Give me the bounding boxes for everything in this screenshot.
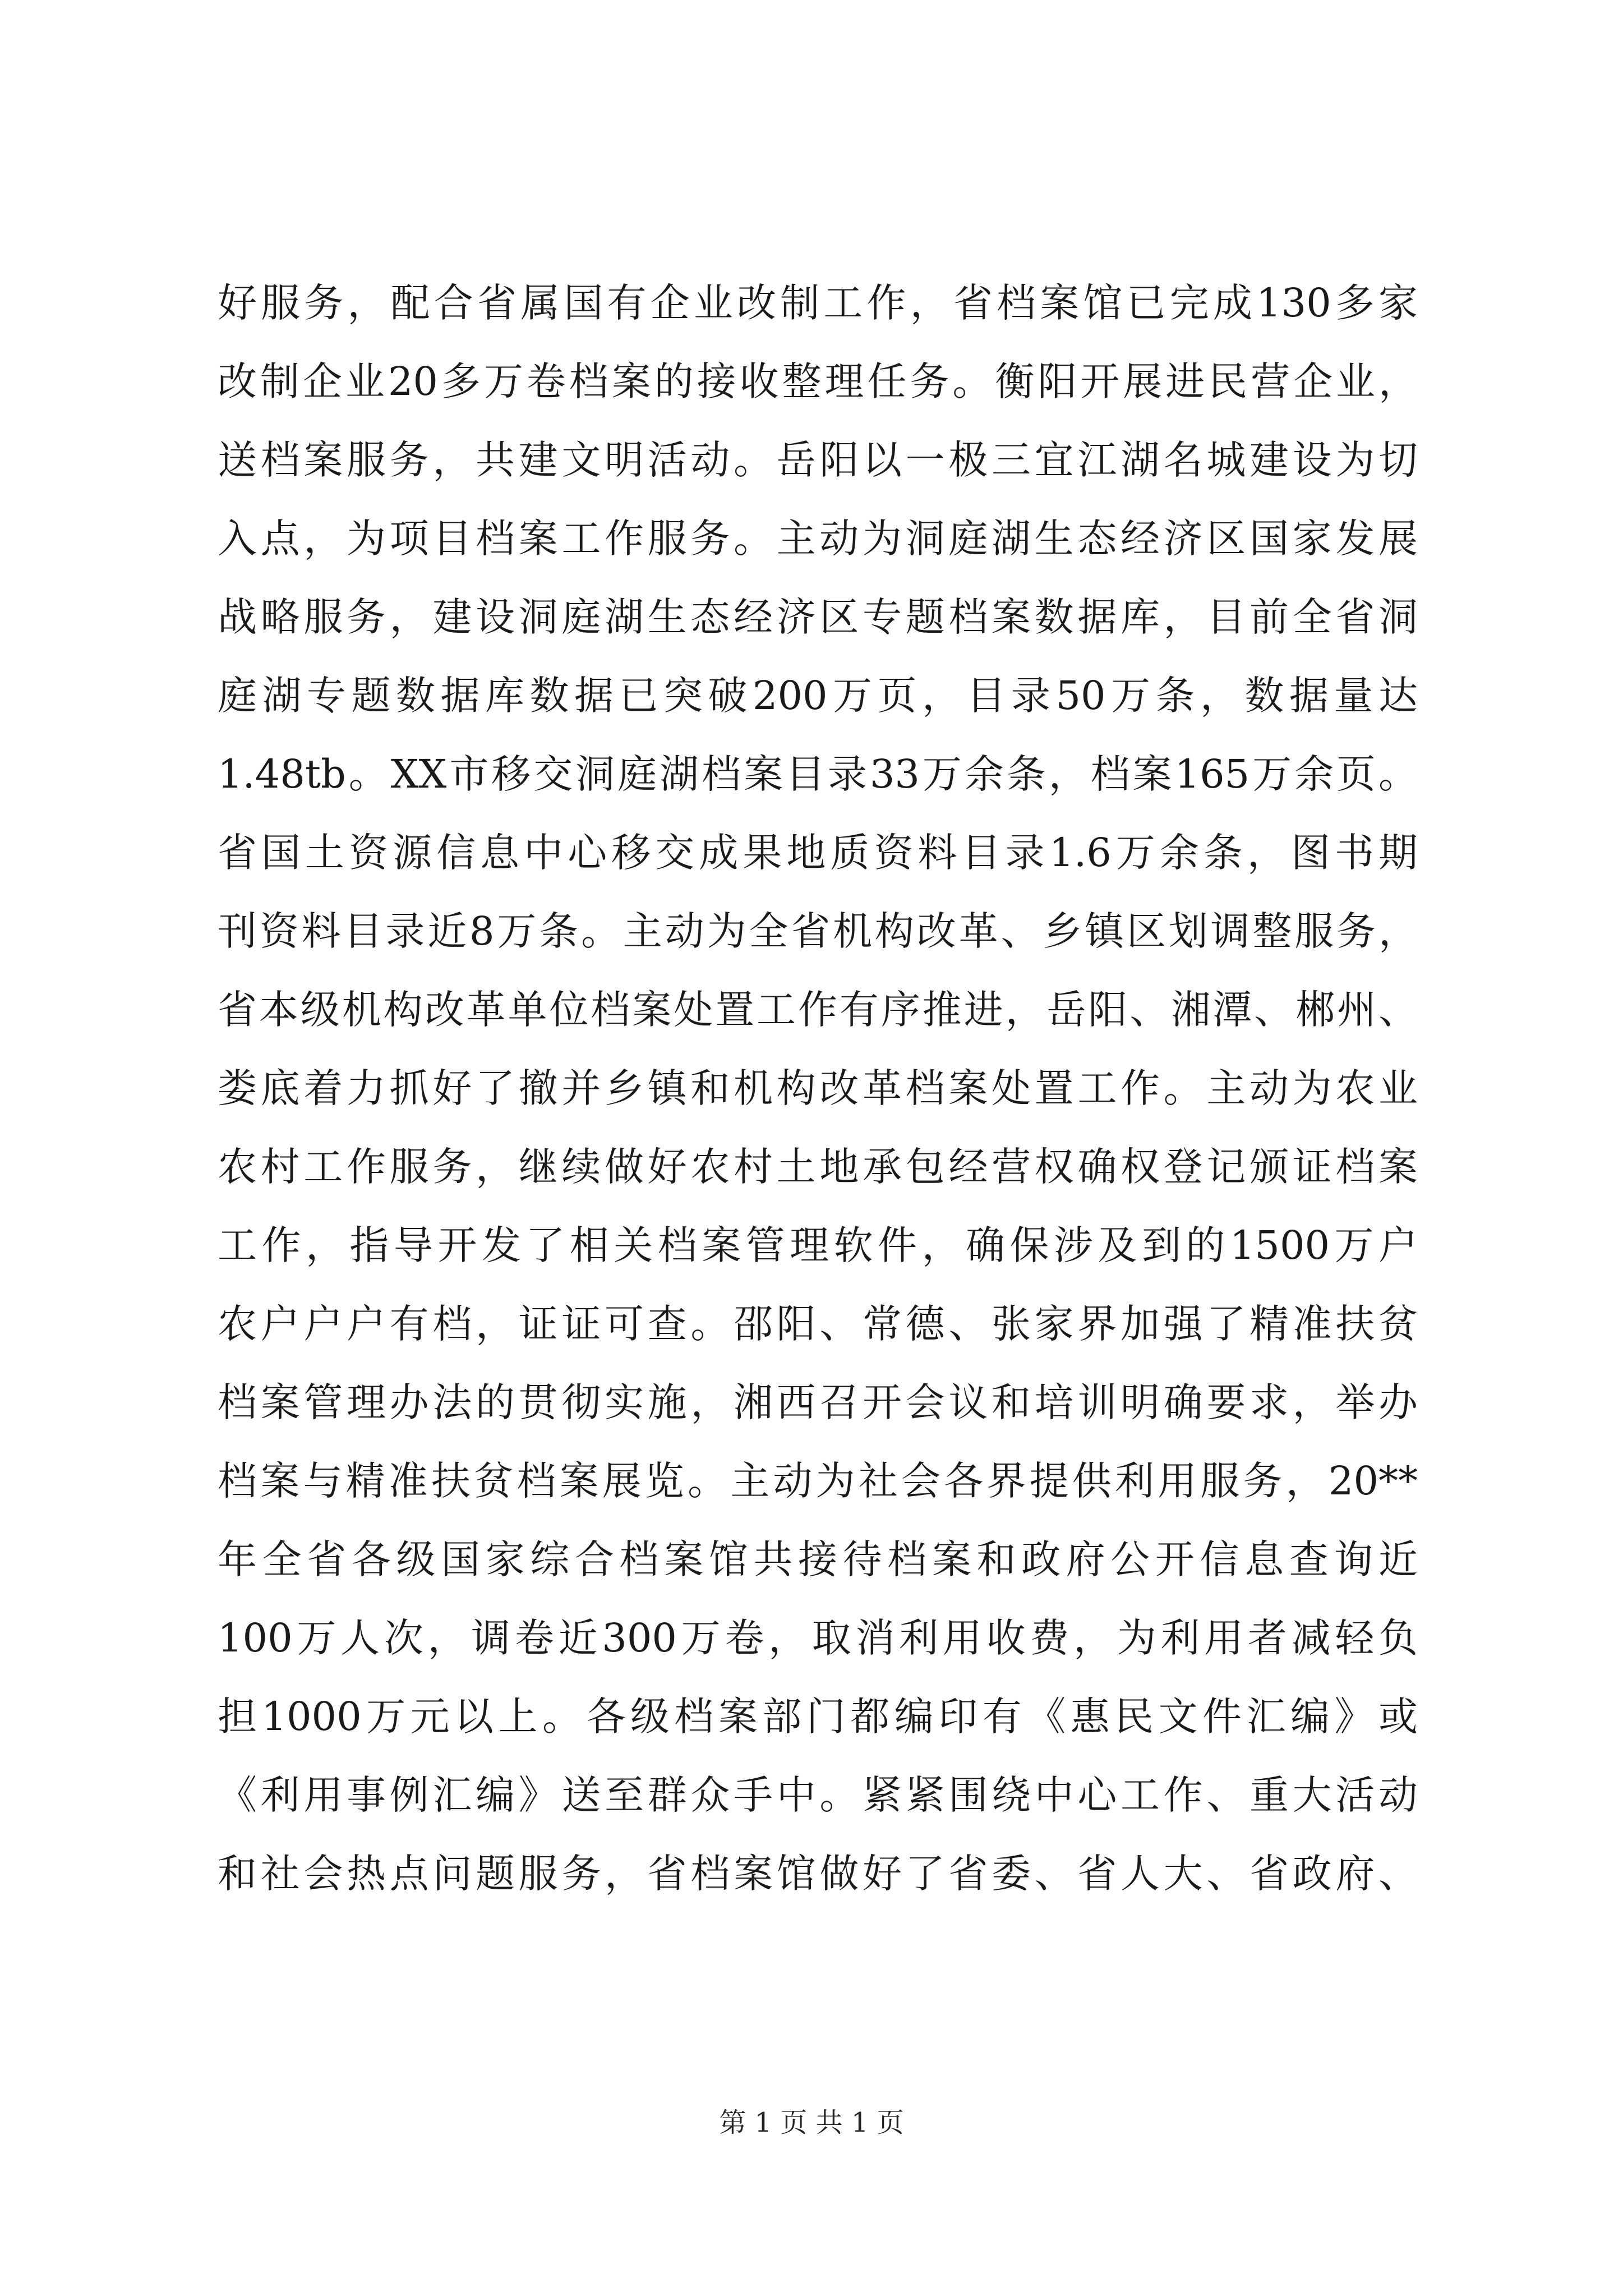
text-line: 100万人次，调卷近300万卷，取消利用收费，为利用者减轻负 bbox=[218, 1615, 1418, 1661]
text-line: 农户户户有档，证证可查。邵阳、常德、张家界加强了精准扶贫 bbox=[218, 1301, 1418, 1347]
text-line: 1.48tb。XX市移交洞庭湖档案目录33万余条，档案165万余页。 bbox=[218, 751, 1418, 797]
text-line: 庭湖专题数据库数据已突破200万页，目录50万条，数据量达 bbox=[218, 673, 1418, 719]
text-line: 档案与精准扶贫档案展览。主动为社会各界提供利用服务，20** bbox=[218, 1458, 1418, 1504]
text-line: 刊资料目录近8万条。主动为全省机构改革、乡镇区划调整服务， bbox=[218, 908, 1418, 954]
text-line: 档案管理办法的贯彻实施，湘西召开会议和培训明确要求，举办 bbox=[218, 1379, 1418, 1425]
text-line: 和社会热点问题服务，省档案馆做好了省委、省人大、省政府、 bbox=[218, 1851, 1418, 1897]
text-line: 年全省各级国家综合档案馆共接待档案和政府公开信息查询近 bbox=[218, 1536, 1418, 1582]
text-line: 入点，为项目档案工作服务。主动为洞庭湖生态经济区国家发展 bbox=[218, 516, 1418, 562]
text-line: 农村工作服务，继续做好农村土地承包经营权确权登记颁证档案 bbox=[218, 1144, 1418, 1190]
text-line: 担1000万元以上。各级档案部门都编印有《惠民文件汇编》或 bbox=[218, 1694, 1418, 1740]
text-line: 工作，指导开发了相关档案管理软件，确保涉及到的1500万户 bbox=[218, 1222, 1418, 1268]
text-line: 省国土资源信息中心移交成果地质资料目录1.6万余条，图书期 bbox=[218, 830, 1418, 876]
text-line: 好服务，配合省属国有企业改制工作，省档案馆已完成130多家 bbox=[218, 280, 1418, 326]
text-line: 战略服务，建设洞庭湖生态经济区专题档案数据库，目前全省洞 bbox=[218, 594, 1418, 640]
text-line: 改制企业20多万卷档案的接收整理任务。衡阳开展进民营企业， bbox=[218, 358, 1418, 404]
body-paragraph bbox=[218, 264, 1418, 1913]
text-line: 送档案服务，共建文明活动。岳阳以一极三宜江湖名城建设为切 bbox=[218, 437, 1418, 483]
text-line: 省本级机构改革单位档案处置工作有序推进，岳阳、湘潭、郴州、 bbox=[218, 987, 1418, 1033]
text-line: 娄底着力抓好了撤并乡镇和机构改革档案处置工作。主动为农业 bbox=[218, 1065, 1418, 1111]
text-line: 《利用事例汇编》送至群众手中。紧紧围绕中心工作、重大活动 bbox=[218, 1772, 1418, 1818]
page-number-footer: 第 1 页 共 1 页 bbox=[719, 2107, 904, 2138]
